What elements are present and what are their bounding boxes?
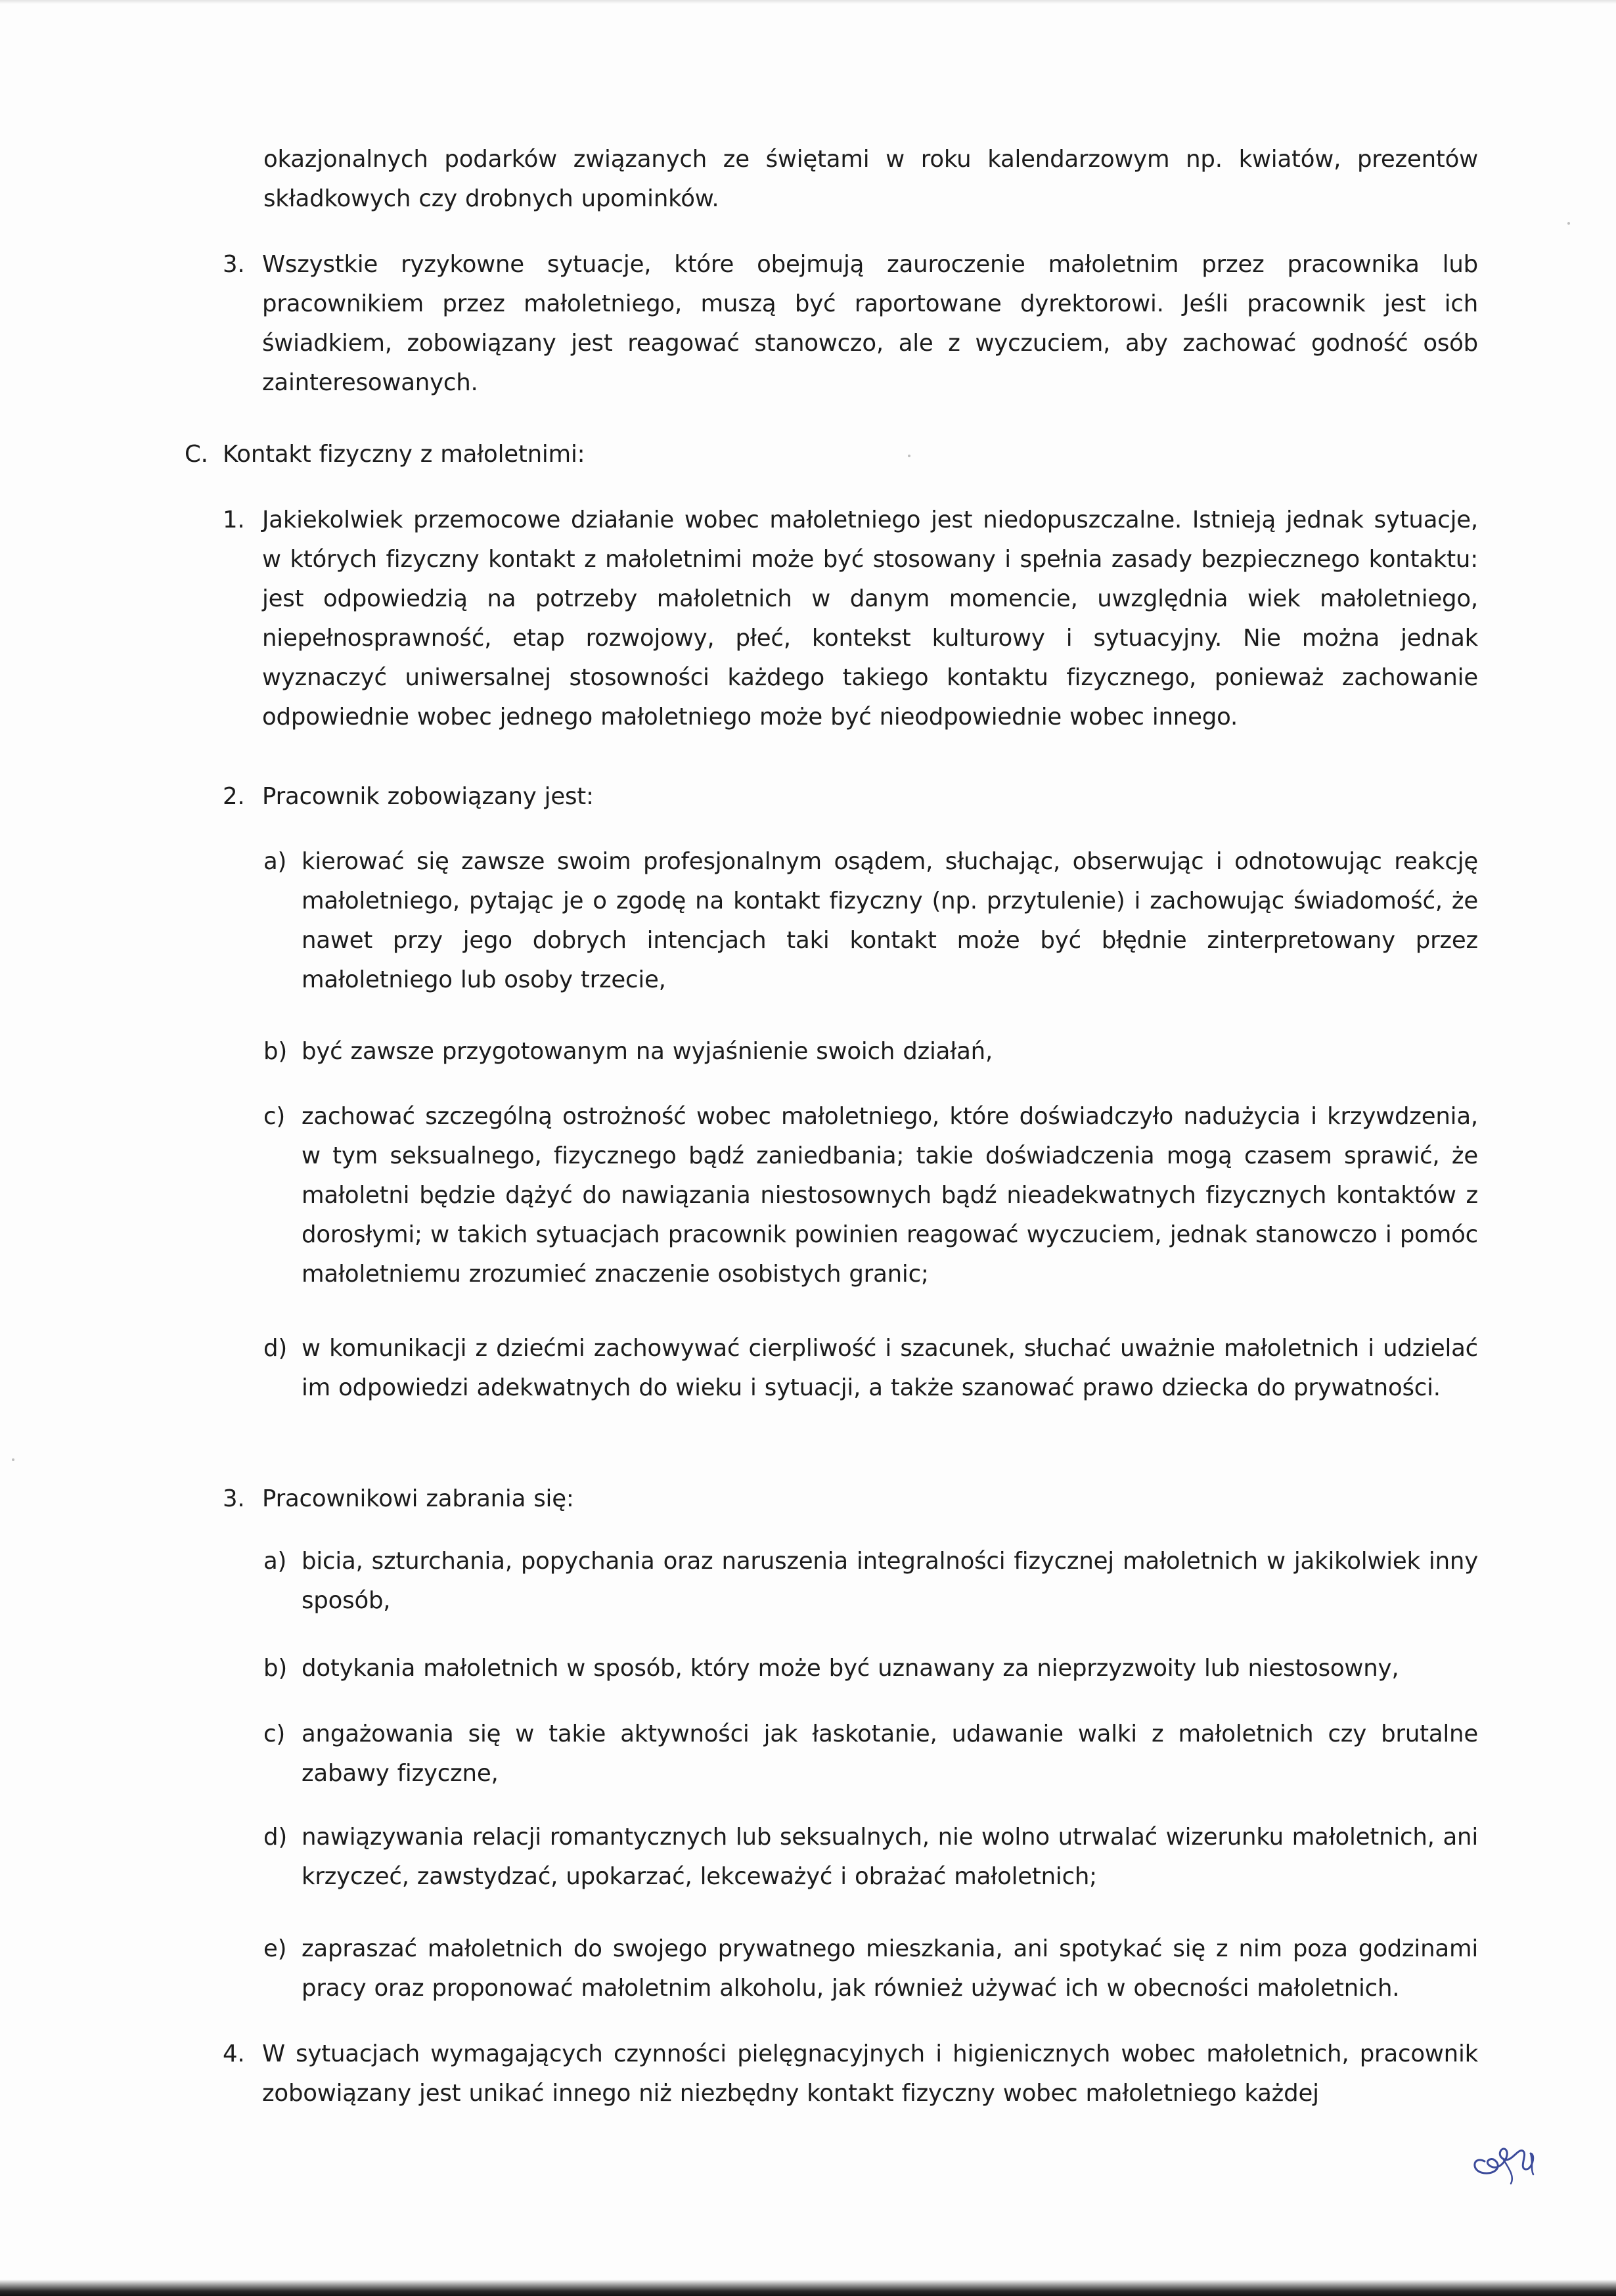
subitem-letter: b) [263, 1655, 287, 1682]
list-item-c4 [223, 2035, 1478, 2113]
subitem-letter: d) [263, 1335, 287, 1362]
section-heading-text: Kontakt fizyczny z małoletnimi: [223, 441, 585, 468]
list-number: 3. [223, 1485, 245, 1512]
scan-edge-bottom [0, 2280, 1616, 2296]
subitem-letter: b) [263, 1038, 287, 1065]
list-item-text: W sytuacjach wymagających czynności pielęgnacyjnych i higienicznych wobec małoletnich, pracownik zobowiązany jest unikać innego niż niezbędny kontakt fizyczny wobec małoletniego każdej [262, 2040, 1478, 2107]
subitem-letter: a) [263, 1548, 287, 1575]
list-item-text: Jakiekolwiek przemocowe działanie wobec małoletniego jest niedopuszczalne. Istnieją jednak sytuacje, w których fizyczny kontakt z małoletnimi może być stosowany i spełnia zasady bezpiecznego kontaktu: jest odpowiedzią na potrzeby małoletnich w danym momencie, uwzględnia wiek małoletniego, niepełnosprawność, etap rozwojowy, płeć, kontekst kulturowy i sytuacyjny. Nie można jednak wyznaczyć uniwersalnej stosowności każdego takiego kontaktu fizycznego, ponieważ zachowanie odpowiednie wobec jednego małoletniego może być nieodpowiednie wobec innego. [262, 506, 1478, 731]
scan-speck [908, 455, 910, 457]
subitem-c3-a [263, 1542, 1478, 1621]
list-number: 3. [223, 251, 245, 278]
list-number: 2. [223, 783, 245, 810]
subitem-text: zapraszać małoletnich do swojego prywatnego mieszkania, ani spotykać się z nim poza godzinami pracy oraz proponować małoletnim alkoholu, jak również używać ich w obecności małoletnich. [302, 1935, 1478, 2002]
subitem-text: kierować się zawsze swoim profesjonalnym osądem, słuchając, obserwując i odnotowując reakcję małoletniego, pytając je o zgodę na kontakt fizyczny (np. przytulenie) i zachowując świadomość, że nawet przy jego dobrych intencjach taki kontakt może być błędnie zinterpretowany przez małoletniego lub osoby trzecie, [302, 848, 1478, 993]
list-item-c2 [223, 777, 1478, 817]
subitem-letter: c) [263, 1103, 285, 1130]
section-letter: C. [185, 441, 208, 468]
subitem-letter: d) [263, 1824, 287, 1851]
subitem-letter: e) [263, 1935, 287, 1962]
subitem-text: angażowania się w takie aktywności jak łaskotanie, udawanie walki z małoletnich czy brutalne zabawy fizyczne, [302, 1721, 1478, 1787]
subitem-text: bicia, szturchania, popychania oraz naruszenia integralności fizycznej małoletnich w jakikolwiek inny sposób, [302, 1548, 1478, 1614]
subitem-text: dotykania małoletnich w sposób, który może być uznawany za nieprzyzwoity lub niestosowny, [302, 1655, 1399, 1682]
scan-speck [1567, 222, 1570, 225]
intro-paragraph: okazjonalnych podarków związanych ze świętami w roku kalendarzowym np. kwiatów, prezentów składkowych czy drobnych upominków. [263, 146, 1478, 212]
subitem-c2-c [263, 1097, 1478, 1294]
subitem-c2-b [263, 1032, 1478, 1071]
list-item-c1 [223, 501, 1478, 737]
scan-edge-top [0, 0, 1616, 4]
subitem-text: zachować szczególną ostrożność wobec małoletniego, które doświadczyło nadużycia i krzywdzenia, w tym seksualnego, fizycznego bądź zaniedbania; takie doświadczenia mogą czasem sprawić, że małoletni będzie dążyć do nawiązania niestosownych bądź nieadekwatnych fizycznych kontaktów z dorosłymi; w takich sytuacjach pracownik powinien reagować wyczuciem, jednak stanowczo i pomóc małoletniemu zrozumieć znaczenie osobistych granic; [302, 1103, 1478, 1288]
subitem-c3-b [263, 1649, 1478, 1688]
list-number: 1. [223, 506, 245, 533]
subitem-letter: c) [263, 1721, 285, 1747]
list-item-b3 [223, 245, 1478, 403]
list-number: 4. [223, 2040, 245, 2067]
subitem-c2-d [263, 1329, 1478, 1408]
subitem-text: być zawsze przygotowanym na wyjaśnienie swoich działań, [302, 1038, 993, 1065]
subitem-c3-e [263, 1929, 1478, 2008]
handwritten-initials-icon [1465, 2135, 1557, 2188]
subitem-c3-d [263, 1818, 1478, 1897]
scan-speck [12, 1458, 14, 1461]
list-item-text: Pracownikowi zabrania się: [262, 1485, 574, 1512]
subitem-text: w komunikacji z dziećmi zachowywać cierpliwość i szacunek, słuchać uważnie małoletnich i udzielać im odpowiedzi adekwatnych do wieku i sytuacji, a także szanować prawo dziecka do prywatności. [302, 1335, 1478, 1401]
subitem-text: nawiązywania relacji romantycznych lub seksualnych, nie wolno utrwalać wizerunku małoletnich, ani krzyczeć, zawstydzać, upokarzać, lekceważyć i obrażać małoletnich; [302, 1824, 1478, 1890]
subitem-letter: a) [263, 848, 287, 875]
list-item-text: Wszystkie ryzykowne sytuacje, które obejmują zauroczenie małoletnim przez pracownika lub pracownikiem przez małoletniego, muszą być raportowane dyrektorowi. Jeśli pracownik jest ich świadkiem, zobowiązany jest reagować stanowczo, ale z wyczuciem, aby zachować godność osób zainteresowanych. [262, 251, 1478, 396]
list-item-c3 [223, 1479, 1478, 1519]
subitem-c2-a [263, 842, 1478, 1000]
list-item-text: Pracownik zobowiązany jest: [262, 783, 594, 810]
section-heading-c [185, 435, 1478, 474]
subitem-c3-c [263, 1715, 1478, 1793]
